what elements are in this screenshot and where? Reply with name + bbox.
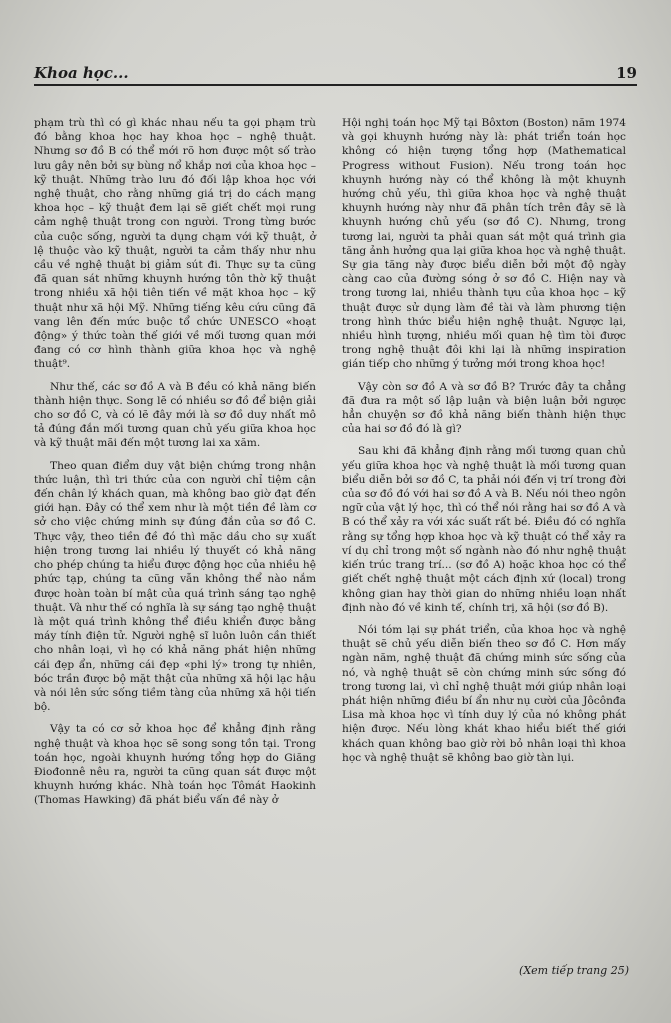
paragraph: Vậy còn sơ đồ A và sơ đồ B? Trước đây ta chẳng đã đưa ra một số lập luận và biện luận bởi ngược hẳn chuyện sơ đồ khả năng biến thành hiện thực của hai sơ đồ đó là gì? — [342, 380, 626, 436]
paragraph: Theo quan điểm duy vật biện chứng trong nhận thức luận, thì tri thức của con người chỉ tiệm cận đến chân lý khách quan, mà không bao giờ đạt đến giới hạn. Đây có thể xem như là một tiền đề làm cơ sở cho việc chứng minh sự đúng đắn của sơ đồ C. Thực vậy, theo tiền đề đó thì mặc dầu cho sự xuất hiện trong tương lai nhiều lý thuyết có khả năng cho phép chúng ta hiểu được động học của nhiều hệ phức tạp, chúng ta cũng vẫn không thể nào nắm được hoàn toàn bí mật của quá trình sáng tạo nghệ thuật. Và như thế có nghĩa là sự sáng tạo nghệ thuật là một quá trình không thể điều khiển được bằng máy tính điện tử. Người nghệ sĩ luôn luôn cần thiết cho nhân loại, vì họ có khả năng phát hiện những cái đẹp ẩn, những cái đẹp «phi lý» trong tự nhiên, bóc trần được bộ mặt thật của những xã hội lạc hậu và nói lên sức sống tiềm tàng của những xã hội tiến bộ. — [34, 459, 316, 714]
paragraph: Sau khi đã khẳng định rằng mối tương quan chủ yếu giữa khoa học và nghệ thuật là mối tương quan biểu diễn bởi sơ đồ C, ta phải nói đến vị trí trong đời của sơ đồ đó với hai sơ đồ A và B. Nếu nói theo ngôn ngữ của vật lý học, thì có thể nói rằng hai sơ đồ A và B có thể xảy ra với xác suất rất bé. Điều đó có nghĩa rằng sự tổng hợp khoa học và kỹ thuật có thể xảy ra ví dụ chỉ trong một số ngành nào đó như nghệ thuật kiến trúc trang trí... (sơ đồ A) hoặc khoa học có thể giết chết nghệ thuật một cách định xứ (local) trong không gian hay thời gian do những nhiều loạn nhất định nào đó về kinh tế, chính trị, xã hội (sơ đồ B). — [342, 445, 626, 614]
page-number: 19 — [616, 64, 637, 82]
section-title: Khoa học... — [34, 64, 129, 82]
left-column — [34, 116, 316, 816]
paragraph: Như thế, các sơ đồ A và B đều có khả năng biến thành hiện thực. Song lẽ có nhiều sơ đồ để biện giải cho sơ đồ C, và có lẽ đây mới là sơ đồ duy nhất mô tả đúng đắn mối tương quan chủ yếu giữa khoa học và kỹ thuật mãi đến một tương lai xa xăm. — [34, 380, 316, 450]
paragraph: Hội nghị toán học Mỹ tại Bôxtơn (Boston) năm 1974 và gọi khuynh hướng này là: phát triển toán học không có hiện tượng tổng hợp (Mathematical Progress without Fusion). Nếu trong toán học khuynh hướng này có thể không là một khuynh hướng chủ yếu, thì giữa khoa học và nghệ thuật khuynh hướng này như đã phân tích trên đây sẽ là khuynh hướng chủ yếu (sơ đồ C). Nhưng, trong tương lai, người ta phải quan sát một quá trình gia tăng ảnh hưởng qua lại giữa khoa học và nghệ thuật. Sự gia tăng này được biểu diễn bởi một độ ngày càng cao của đường sóng ở sơ đồ C. Hiện nay và trong tương lai, nhiều thành tựu của khoa học – kỹ thuật được sử dụng làm đề tài và làm phương tiện trong hình thức biểu hiện nghệ thuật. Ngược lại, nhiều hình tượng, nhiều mối quan hệ tìm tòi được trong nghệ thuật đôi khi lại là những inspiration gián tiếp cho những ý tưởng mới trong khoa học! — [342, 117, 626, 371]
right-column — [342, 116, 626, 773]
paragraph: Vậy ta có cơ sở khoa học để khẳng định rằng nghệ thuật và khoa học sẽ song song tồn tại. Trong toán học, ngoài khuynh hướng tổng hợp do Giăng Điođonnê nêu ra, người ta cũng quan sát được một khuynh hướng khác. Nhà toán học Tômát Haokinh (Thomas Hawking) đã phát biểu vấn đề này ở — [34, 723, 316, 807]
continuation-note: (Xem tiếp trang 25) — [519, 964, 629, 977]
paragraph: Nói tóm lại sự phát triển, của khoa học và nghệ thuật sẽ chủ yếu diễn biến theo sơ đồ C. Hơn mấy ngàn năm, nghệ thuật đã chứng minh sức sống của nó, và nghệ thuật sẽ còn chứng minh sức sống đó trong tương lai, vì chỉ nghệ thuật mới giúp nhân loại phát hiện những điều bí ẩn như nụ cười của Jôcônđa Lisa mà khoa học vì tính duy lý của nó không phát hiện được. Nếu lòng khát khao hiểu biết thế giới khách quan không bao giờ rời bỏ nhân loại thì khoa học và nghệ thuật sẽ không bao giờ tàn lụi. — [342, 623, 626, 764]
paragraph: phạm trù thì có gì khác nhau nếu ta gọi phạm trù đó bằng khoa học hay khoa học – nghệ thuật. Nhưng sơ đồ B có thể mới rõ hơn được một số trào lưu gây nên bởi sự bùng nổ khắp nơi của khoa học – kỹ thuật. Những trào lưu đó đối lập khoa học với nghệ thuật, cho rằng những giá trị do cách mạng khoa học – kỹ thuật đem lại sẽ giết chết mọi rung cảm nghệ thuật trong con người. Trong từng bước của cuộc sống, người ta dụng chạm với kỹ thuật, ở lệ thuộc vào kỹ thuật, người ta cảm thấy như nhu cầu về nghệ thuật bị giảm sút đi. Thực sự ta cũng đã quan sát những khuynh hướng tôn thờ kỹ thuật trong nhiều xã hội tiên tiến về mặt khoa học – kỹ thuật như xã hội Mỹ. Những tiếng kêu cứu cũng đã vang lên đến mức buộc tổ chức UNESCO «hoạt động» ý thức toàn thế giới về mối tương quan mới đang có cơ hình thành giữa khoa học và nghệ thuật⁹. — [34, 117, 316, 371]
running-header — [34, 62, 637, 86]
